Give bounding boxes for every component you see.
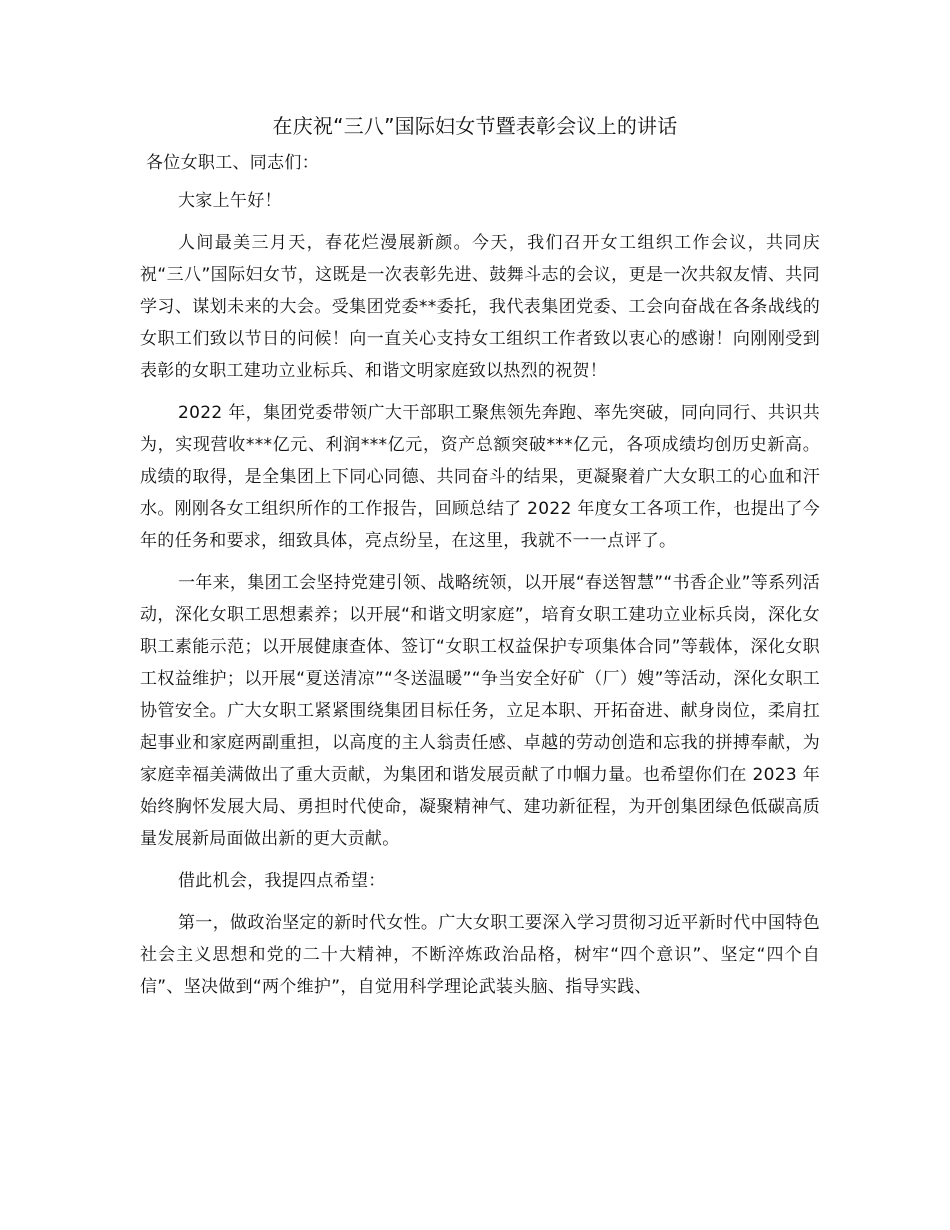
document-title: 在庆祝“三八”国际妇女节暨表彰会议上的讲话 [272, 114, 678, 138]
paragraph-activities: 一年来，集团工会坚持党建引领、战略统领，以开展“春送智慧”“书香企业”等系列活动，深化女职工思想素养；以开展“和谐文明家庭”，培育女职工建功立业标兵岗，深化女职工素能示范；以开展健康查体、签订“女职工权益保护专项集体合同”等载体，深化女职工权益维护；以开展“夏送清凉”“冬送温暖”“争当安全好矿（厂）嫂”等活动，深化女职工协管安全。广大女职工紧紧围绕集团目标任务，立足本职、开拓奋进、献身岗位，柔肩扛起事业和家庭两副重担，以高度的主人翁责任感、卓越的劳动创造和忘我的拼搏奉献，为家庭幸福美满做出了重大贡献，为集团和谐发展贡献了巾帼力量。也希望你们在 2023 年始终胸怀发展大局、勇担时代使命，凝聚精神气、建功新征程，为开创集团绿色低碳高质量发展新局面做出新的更大贡献。 [140, 573, 820, 849]
paragraph-opening: 人间最美三月天，春花烂漫展新颜。今天，我们召开女工组织工作会议，共同庆祝“三八”国际妇女节，这既是一次表彰先进、鼓舞斗志的会议，更是一次共叙友情、共同学习、谋划未来的大会。受集团党委**委托，我代表集团党委、工会向奋战在各条战线的女职工们致以节日的问候！向一直关心支持女工组织工作者致以衷心的感谢！向刚刚受到表彰的女职工建功立业标兵、和谐文明家庭致以热烈的祝贺！ [140, 233, 820, 381]
paragraph-achievements: 2022 年，集团党委带领广大干部职工聚焦领先奔跑、率先突破，同向同行、共识共为，实现营收***亿元、利润***亿元，资产总额突破***亿元，各项成绩均创历史新高。成绩的取得，是全集团上下同心同德、共同奋斗的结果，更凝聚着广大女职工的心血和汗水。刚刚各女工组织所作的工作报告，回顾总结了 2022 年度女工各项工作，也提出了今年的任务和要求，细致具体，亮点纷呈，在这里，我就不一一点评了。 [140, 403, 820, 551]
document-body [140, 147, 820, 1013]
paragraph-hope-one: 第一，做政治坚定的新时代女性。广大女职工要深入学习贯彻习近平新时代中国特色社会主义思想和党的二十大精神，不断淬炼政治品格，树牢“四个意识”、坚定“四个自信”、坚决做到“两个维护”，自觉用科学理论武装头脑、指导实践、 [140, 913, 820, 997]
paragraph-hopes-intro: 借此机会，我提四点希望： [178, 871, 386, 891]
paragraph-greeting: 大家上午好！ [178, 191, 282, 211]
salutation: 各位女职工、同志们： [146, 153, 319, 173]
